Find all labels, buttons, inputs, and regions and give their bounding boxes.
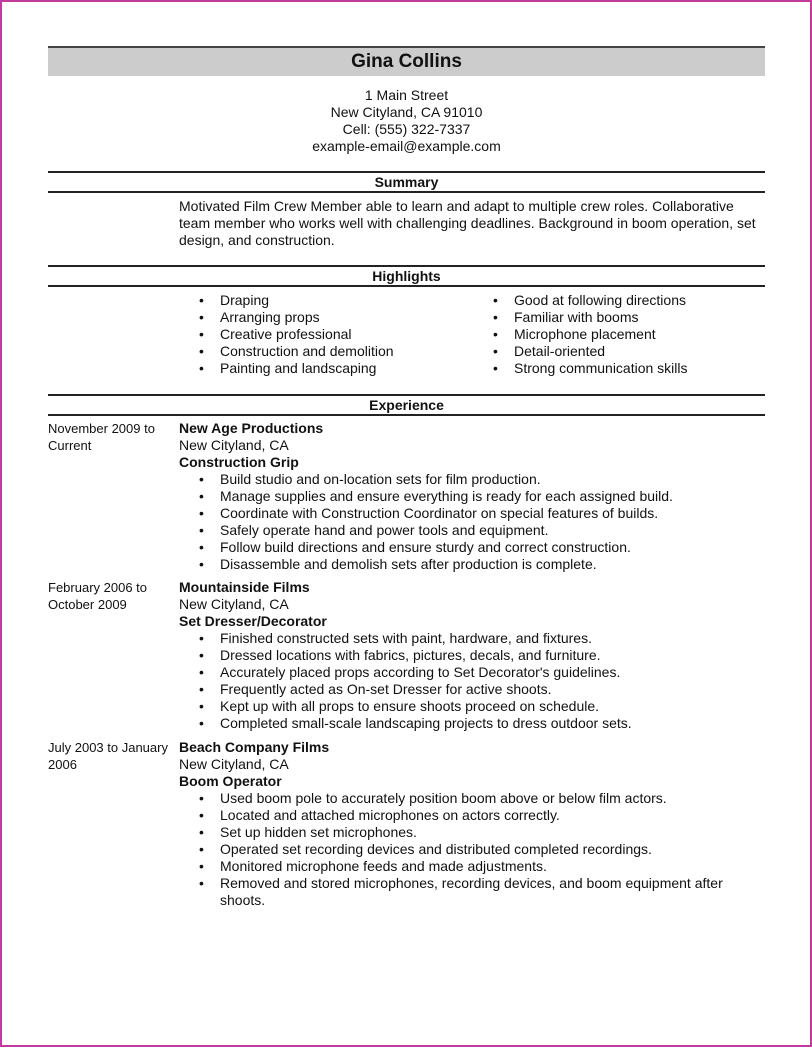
summary-text: Motivated Film Crew Member able to learn and adapt to multiple crew roles. Collaborative team member who works well with challenging deadlines. Background in boom operation, set design, and construction. bbox=[179, 198, 756, 248]
summary-title: Summary bbox=[374, 174, 439, 190]
city-state-zip: New Cityland, CA 91010 bbox=[330, 104, 483, 120]
list-item: • Arranging props bbox=[199, 309, 394, 326]
list-item: • Follow build directions and ensure sturdy and correct construction. bbox=[179, 539, 739, 556]
job-dates: November 2009 to Current bbox=[48, 421, 155, 453]
job-company: Mountainside Films bbox=[179, 579, 310, 595]
list-item: • Familiar with booms bbox=[493, 309, 688, 326]
job-dates: July 2003 to January 2006 bbox=[48, 740, 168, 772]
job-company: New Age Productions bbox=[179, 420, 324, 436]
candidate-name: Gina Collins bbox=[351, 51, 462, 72]
list-item: • Safely operate hand and power tools and equipment. bbox=[179, 522, 739, 539]
list-item: • Strong communication skills bbox=[493, 360, 688, 377]
experience-heading bbox=[48, 394, 765, 416]
contact-block bbox=[48, 87, 765, 155]
list-item: • Dressed locations with fabrics, pictures, decals, and furniture. bbox=[179, 647, 739, 664]
list-item: • Located and attached microphones on actors correctly. bbox=[179, 807, 739, 824]
highlights-right-list bbox=[493, 292, 688, 377]
list-item: • Build studio and on-location sets for film production. bbox=[179, 471, 739, 488]
highlights-heading bbox=[48, 265, 765, 287]
job-bullets bbox=[179, 790, 739, 909]
job-dates: February 2006 to October 2009 bbox=[48, 580, 148, 612]
list-item: • Used boom pole to accurately position boom above or below film actors. bbox=[179, 790, 739, 807]
list-item: • Kept up with all props to ensure shoots proceed on schedule. bbox=[179, 698, 739, 715]
street-address: 1 Main Street bbox=[364, 87, 449, 103]
experience-title: Experience bbox=[369, 397, 444, 413]
job-location: New Cityland, CA bbox=[179, 596, 289, 612]
list-item: • Microphone placement bbox=[493, 326, 688, 343]
list-item: • Creative professional bbox=[199, 326, 394, 343]
email-address[interactable]: example-email@example.com bbox=[312, 138, 501, 154]
job-role: Boom Operator bbox=[179, 773, 282, 789]
list-item: • Finished constructed sets with paint, hardware, and fixtures. bbox=[179, 630, 739, 647]
job-location: New Cityland, CA bbox=[179, 437, 289, 453]
list-item: • Coordinate with Construction Coordinator on special features of builds. bbox=[179, 505, 739, 522]
phone-number: Cell: (555) 322-7337 bbox=[342, 121, 471, 137]
list-item: • Set up hidden set microphones. bbox=[179, 824, 739, 841]
job-bullets bbox=[179, 471, 739, 573]
list-item: • Operated set recording devices and distributed completed recordings. bbox=[179, 841, 739, 858]
list-item: • Removed and stored microphones, recording devices, and boom equipment after shoots. bbox=[179, 875, 739, 909]
job-company: Beach Company Films bbox=[179, 739, 330, 755]
list-item: • Construction and demolition bbox=[199, 343, 394, 360]
list-item: • Disassemble and demolish sets after production is complete. bbox=[179, 556, 739, 573]
list-item: • Accurately placed props according to Set Decorator's guidelines. bbox=[179, 664, 739, 681]
list-item: • Detail-oriented bbox=[493, 343, 688, 360]
list-item: • Good at following directions bbox=[493, 292, 688, 309]
list-item: • Frequently acted as On-set Dresser for active shoots. bbox=[179, 681, 739, 698]
list-item: • Draping bbox=[199, 292, 394, 309]
job-role: Set Dresser/Decorator bbox=[179, 613, 327, 629]
list-item: • Painting and landscaping bbox=[199, 360, 394, 377]
summary-heading bbox=[48, 171, 765, 193]
name-header bbox=[48, 46, 765, 76]
highlights-title: Highlights bbox=[372, 268, 441, 284]
list-item: • Manage supplies and ensure everything is ready for each assigned build. bbox=[179, 488, 739, 505]
job-role: Construction Grip bbox=[179, 454, 299, 470]
list-item: • Completed small-scale landscaping projects to dress outdoor sets. bbox=[179, 715, 739, 732]
highlights-left-list bbox=[199, 292, 394, 377]
list-item: • Monitored microphone feeds and made adjustments. bbox=[179, 858, 739, 875]
job-location: New Cityland, CA bbox=[179, 756, 289, 772]
job-bullets bbox=[179, 630, 739, 732]
